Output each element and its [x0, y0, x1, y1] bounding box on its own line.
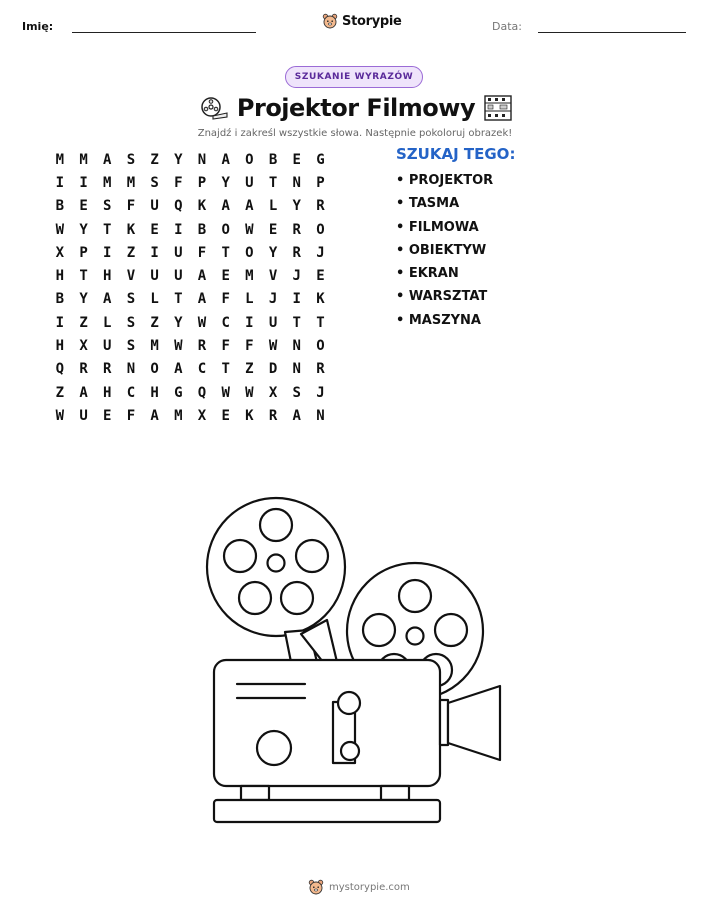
grid-letter[interactable]: U [103, 338, 112, 355]
grid-letter[interactable]: H [103, 268, 112, 285]
bear-icon [322, 13, 338, 29]
film-strip-icon [483, 94, 513, 122]
grid-letter[interactable]: I [79, 174, 88, 191]
grid-letter[interactable]: N [292, 338, 301, 355]
grid-letter[interactable]: U [174, 268, 183, 285]
grid-letter[interactable]: K [126, 221, 136, 238]
grid-letter[interactable]: O [316, 338, 325, 355]
grid-letter[interactable]: Q [197, 384, 207, 401]
grid-letter[interactable]: N [126, 361, 136, 378]
word-list-item [396, 241, 493, 264]
grid-letter[interactable]: O [316, 221, 325, 238]
grid-letter[interactable]: A [245, 198, 254, 215]
word-list-item [396, 171, 493, 194]
grid-letter[interactable]: W [245, 221, 254, 238]
grid-letter[interactable]: J [292, 268, 301, 285]
date-label: Data: [492, 20, 522, 33]
grid-letter[interactable]: T [292, 314, 301, 331]
bullet-icon: • [396, 242, 409, 258]
grid-letter[interactable]: I [174, 221, 183, 238]
grid-letter[interactable]: K [316, 291, 325, 308]
word-list-item [396, 264, 493, 287]
grid-letter[interactable]: Q [55, 361, 65, 378]
grid-letter[interactable]: Z [150, 151, 159, 168]
grid-letter[interactable]: W [55, 221, 65, 238]
grid-letter[interactable]: U [245, 174, 254, 191]
grid-letter[interactable]: D [268, 361, 278, 378]
grid-letter[interactable]: R [292, 244, 301, 261]
grid-letter[interactable]: V [126, 268, 136, 285]
grid-letter[interactable]: F [126, 198, 136, 215]
word-list-item [396, 287, 493, 310]
grid-letter[interactable]: P [197, 174, 207, 191]
grid-letter[interactable]: O [221, 221, 230, 238]
grid-letter[interactable]: L [150, 291, 159, 308]
grid-letter[interactable]: W [221, 384, 230, 401]
bullet-icon: • [396, 266, 409, 282]
footer-url[interactable]: mystorypie.com [329, 881, 410, 893]
grid-letter[interactable]: E [221, 407, 230, 424]
grid-letter[interactable]: H [103, 384, 112, 401]
bullet-icon: • [396, 289, 409, 305]
grid-letter[interactable]: J [316, 244, 325, 261]
grid-letter[interactable]: B [197, 221, 207, 238]
grid-letter[interactable]: R [316, 198, 325, 215]
grid-letter[interactable]: Y [174, 314, 183, 331]
grid-letter[interactable]: Z [55, 384, 65, 401]
grid-letter[interactable]: C [221, 314, 230, 331]
brand-logo [322, 13, 402, 29]
grid-letter[interactable]: P [79, 244, 88, 261]
grid-letter[interactable]: A [150, 407, 159, 424]
instructions: Znajdź i zakreśl wszystkie słowa. Następnie pokoloruj obrazek! [197, 128, 513, 139]
grid-letter[interactable]: G [316, 151, 325, 168]
grid-letter[interactable]: S [292, 384, 301, 401]
grid-letter[interactable]: S [150, 174, 159, 191]
film-reel-icon [199, 96, 229, 120]
grid-letter[interactable]: L [103, 314, 112, 331]
grid-letter[interactable]: R [103, 361, 112, 378]
grid-letter[interactable]: W [268, 338, 278, 355]
grid-letter[interactable]: A [174, 361, 183, 378]
grid-letter[interactable]: F [245, 338, 254, 355]
grid-letter[interactable]: A [103, 151, 112, 168]
footer [308, 879, 410, 895]
grid-letter[interactable]: A [79, 384, 88, 401]
grid-letter[interactable]: S [126, 151, 136, 168]
grid-letter[interactable]: C [197, 361, 207, 378]
brand-name: Storypie [342, 13, 402, 29]
grid-letter[interactable]: F [174, 174, 183, 191]
word-list-item [396, 194, 493, 217]
grid-letter[interactable]: Y [79, 291, 88, 308]
grid-letter[interactable]: T [79, 268, 88, 285]
grid-letter[interactable]: L [268, 198, 278, 215]
name-label: Imię: [22, 20, 54, 33]
grid-letter[interactable]: E [150, 221, 159, 238]
grid-letter[interactable]: V [268, 268, 278, 285]
grid-letter[interactable]: H [55, 268, 65, 285]
grid-letter[interactable]: I [55, 314, 65, 331]
grid-letter[interactable]: A [197, 268, 207, 285]
grid-letter[interactable]: Y [79, 221, 88, 238]
grid-letter[interactable]: I [103, 244, 112, 261]
grid-letter[interactable]: X [197, 407, 207, 424]
grid-letter[interactable]: W [197, 314, 207, 331]
grid-letter[interactable]: E [221, 268, 230, 285]
grid-letter[interactable]: G [174, 384, 183, 401]
grid-letter[interactable]: T [174, 291, 183, 308]
activity-badge: SZUKANIE WYRAZÓW [285, 66, 423, 88]
grid-letter[interactable]: U [174, 244, 183, 261]
projector-base [214, 800, 440, 822]
grid-letter[interactable]: O [245, 244, 254, 261]
grid-letter[interactable]: H [150, 384, 159, 401]
grid-letter[interactable]: R [268, 407, 278, 424]
page-title: Projektor Filmowy [236, 94, 476, 122]
bullet-icon: • [396, 196, 409, 212]
grid-letter[interactable]: K [197, 198, 207, 215]
grid-letter[interactable]: H [55, 338, 65, 355]
grid-letter[interactable]: P [316, 174, 325, 191]
grid-letter[interactable]: I [55, 174, 65, 191]
word-text: TASMA [408, 196, 460, 212]
film-projector-illustration[interactable] [195, 490, 515, 830]
grid-letter[interactable]: I [245, 314, 254, 331]
grid-letter[interactable]: M [79, 151, 88, 168]
grid-letter[interactable]: S [126, 338, 136, 355]
grid-letter[interactable]: N [292, 174, 301, 191]
grid-letter[interactable]: A [292, 407, 301, 424]
name-line[interactable] [72, 32, 256, 33]
grid-letter[interactable]: B [268, 151, 278, 168]
grid-letter[interactable]: T [221, 244, 230, 261]
word-text: MASZYNA [408, 312, 481, 328]
grid-letter[interactable]: T [268, 174, 278, 191]
grid-letter[interactable]: R [292, 221, 301, 238]
grid-letter[interactable]: X [55, 244, 65, 261]
grid-letter[interactable]: Q [174, 198, 183, 215]
grid-letter[interactable]: O [150, 361, 159, 378]
grid-letter[interactable]: S [126, 291, 136, 308]
grid-letter[interactable]: U [150, 268, 159, 285]
grid-letter[interactable]: K [245, 407, 254, 424]
grid-letter[interactable]: Z [150, 314, 159, 331]
grid-letter[interactable]: W [174, 338, 183, 355]
grid-letter[interactable]: M [150, 338, 159, 355]
word-text: EKRAN [408, 266, 459, 282]
word-list [396, 171, 493, 334]
grid-letter[interactable]: I [292, 291, 301, 308]
grid-letter[interactable]: E [103, 407, 112, 424]
grid-letter[interactable]: Z [126, 244, 136, 261]
grid-letter[interactable]: M [103, 174, 112, 191]
grid-letter[interactable]: S [103, 198, 112, 215]
grid-letter[interactable]: A [221, 198, 230, 215]
grid-letter[interactable]: E [316, 268, 325, 285]
word-search-grid[interactable] [48, 148, 332, 428]
word-list-item [396, 311, 493, 334]
word-text: OBIEKTYW [408, 242, 487, 258]
grid-letter[interactable]: O [245, 151, 254, 168]
bear-icon [308, 879, 324, 895]
grid-letter[interactable]: N [316, 407, 325, 424]
grid-letter[interactable]: M [55, 151, 65, 168]
projector-lens [448, 686, 500, 760]
grid-letter[interactable]: S [126, 314, 136, 331]
grid-letter[interactable]: M [174, 407, 183, 424]
grid-letter[interactable]: R [197, 338, 207, 355]
grid-letter[interactable]: X [79, 338, 88, 355]
word-text: FILMOWA [408, 219, 479, 235]
grid-letter[interactable]: Z [79, 314, 88, 331]
grid-letter[interactable]: E [79, 198, 88, 215]
grid-letter[interactable]: A [197, 291, 207, 308]
word-list-item [396, 218, 493, 241]
grid-letter[interactable]: Z [245, 361, 254, 378]
grid-letter[interactable]: B [55, 198, 65, 215]
grid-letter[interactable]: B [55, 291, 65, 308]
grid-letter[interactable]: M [126, 174, 136, 191]
bullet-icon: • [396, 219, 409, 235]
grid-letter[interactable]: F [221, 291, 230, 308]
grid-letter[interactable]: I [150, 244, 159, 261]
projector-body [214, 660, 440, 786]
grid-letter[interactable]: L [245, 291, 254, 308]
grid-letter[interactable]: N [292, 361, 301, 378]
grid-letter[interactable]: R [79, 361, 88, 378]
grid-letter[interactable]: J [316, 384, 325, 401]
grid-letter[interactable]: T [221, 361, 230, 378]
grid-letter[interactable]: Y [268, 244, 278, 261]
grid-letter[interactable]: C [126, 384, 136, 401]
grid-letter[interactable]: A [221, 151, 230, 168]
bullet-icon: • [396, 312, 409, 328]
grid-letter[interactable]: U [150, 198, 159, 215]
grid-letter[interactable]: Y [174, 151, 183, 168]
grid-letter[interactable]: N [197, 151, 207, 168]
word-text: WARSZTAT [408, 289, 488, 305]
date-line[interactable] [538, 32, 686, 33]
grid-letter[interactable]: U [79, 407, 88, 424]
word-list-title: SZUKAJ TEGO: [396, 145, 516, 163]
word-text: PROJEKTOR [408, 173, 494, 188]
grid-letter[interactable]: W [55, 407, 65, 424]
grid-letter[interactable]: R [316, 361, 325, 378]
grid-letter[interactable]: Y [221, 174, 230, 191]
grid-letter[interactable]: J [268, 291, 278, 308]
title-row [196, 92, 516, 124]
grid-letter[interactable]: Y [292, 198, 301, 215]
bullet-icon: • [396, 173, 409, 188]
grid-letter[interactable]: T [316, 314, 325, 331]
grid-letter[interactable]: W [245, 384, 254, 401]
grid-letter[interactable]: F [126, 407, 136, 424]
grid-letter[interactable]: E [268, 221, 278, 238]
grid-letter[interactable]: F [197, 244, 207, 261]
grid-letter[interactable]: T [103, 221, 112, 238]
grid-letter[interactable]: A [103, 291, 112, 308]
grid-letter[interactable]: E [292, 151, 301, 168]
grid-letter[interactable]: U [268, 314, 278, 331]
grid-letter[interactable]: X [268, 384, 278, 401]
grid-letter[interactable]: M [245, 268, 254, 285]
grid-letter[interactable]: F [221, 338, 230, 355]
